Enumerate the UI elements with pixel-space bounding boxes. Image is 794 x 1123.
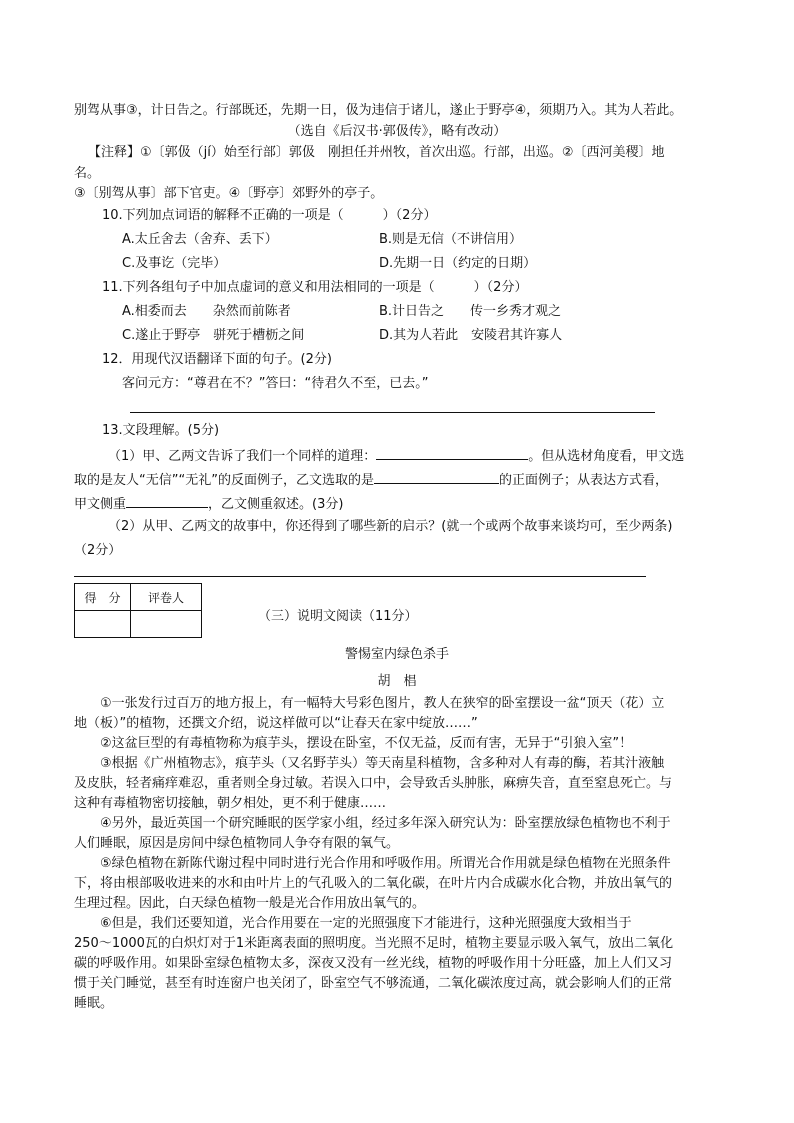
article-line: ④另外，最近英国一个研究睡眠的医学家小组，经过多年深入研究认为：卧室摆放绿色植物也不利于 — [74, 816, 671, 831]
article-line: 人们睡眠，原因是房间中绿色植物同人争夺有限的氧气。 — [74, 836, 400, 851]
question-13-part2-score: （2分） — [74, 543, 122, 558]
article-line: 下，将由根部吸收进来的水和由叶片上的气孔吸入的二氧化碳，在叶片内合成碳水化合物，并放出氧气的 — [74, 876, 673, 891]
article-line: ②这盆巨型的有毒植物称为痕芋头，摆设在卧室，不仅无益，反而有害，无异于“引狼入室”！ — [74, 736, 633, 751]
question-10-option-b: B.则是无信（不讲信用） — [379, 232, 523, 247]
question-13-text: （1）甲、乙两文告诉了我们一个同样的道理： — [108, 449, 377, 464]
answer-blank[interactable] — [126, 493, 208, 508]
article-line: 生理过程。因此，白天绿色植物一般是光合作用放出氧气的。 — [74, 896, 426, 911]
score-label: 得 分 — [75, 584, 131, 611]
question-13-stem: 13.文段理解。(5分) — [102, 423, 220, 438]
question-10-stem: 10.下列加点词语的解释不正确的一项是（ ）（2分） — [102, 208, 437, 223]
question-13-text: 甲文侧重 — [74, 497, 127, 512]
question-11-option-d: D.其为人若此 安陵君其许寡人 — [379, 328, 563, 343]
article-line: 睡眠。 — [74, 996, 114, 1011]
question-13-text: 取的是友人“无信”“无礼”的反面例子，乙文选取的是 — [74, 473, 374, 488]
article-title: 警惕室内绿色杀手 — [344, 647, 449, 662]
article-author: 胡 椙 — [377, 674, 417, 689]
answer-blank[interactable] — [376, 445, 528, 460]
article-line: ⑤绿色植物在新陈代谢过程中同时进行光合作用和呼吸作用。所谓光合作用就是绿色植物在光照条件 — [74, 856, 671, 871]
passage-source: （选自《后汉书·郭伋传》，略有改动） — [287, 124, 507, 139]
answer-blank[interactable] — [374, 469, 499, 484]
article-line: ③根据《广州植物志》，痕芋头（又名野芋头）等天南星科植物，含多种对人有毒的酶，若其汁液触 — [74, 756, 665, 771]
reviewer-label: 评卷人 — [131, 584, 202, 611]
notes-line: 名。 — [74, 166, 101, 181]
article-line: 碳的呼吸作用。如果卧室绿色植物太多，深夜又没有一丝光线，植物的呼吸作用十分旺盛，加上人们又习 — [74, 956, 673, 971]
question-13-part2: （2）从甲、乙两文的故事中，你还得到了哪些新的启示？(就一个或两个故事来谈均可，至少两条) — [108, 519, 673, 534]
section-heading: （三）说明文阅读（11分） — [258, 609, 418, 624]
reviewer-cell[interactable] — [131, 611, 202, 638]
notes-line: 【注释】①〔郭伋（jí）始至行部〕郭伋 刚担任并州牧，首次出巡。行部，出巡。②〔西河美稷〕地 — [88, 145, 665, 160]
question-13-text: 。但从选材角度看，甲文选 — [528, 449, 685, 464]
question-13-text: ，乙文侧重叙述。(3分) — [208, 497, 344, 512]
answer-line[interactable] — [130, 412, 655, 413]
passage-line: 别驾从事③，计日告之。行部既还，先期一日，伋为违信于诸儿，遂止于野亭④，须期乃入。其为人若此。 — [74, 103, 683, 118]
question-12-stem: 12．用现代汉语翻译下面的句子。(2分) — [102, 352, 332, 367]
article-line: ①一张发行过百万的地方报上，有一幅特大号彩色图片，教人在狭窄的卧室摆设一盆“顶天（花）立 — [74, 696, 665, 711]
question-10-option-a: A.太丘舍去（舍弃、丢下） — [122, 232, 278, 247]
article-line: 这种有毒植物密切接触，朝夕相处，更不利于健康…… — [74, 796, 387, 811]
question-11-stem: 11.下列各组句子中加点虚词的意义和用法相同的一项是（ ）（2分） — [102, 280, 528, 295]
question-11-option-a: A.相委而去 杂然而前陈者 — [122, 304, 291, 319]
question-13-part1-line — [74, 493, 343, 515]
answer-line[interactable] — [74, 576, 646, 577]
score-table — [74, 583, 202, 638]
question-12-sentence: 客问元方：“尊君在不？”答曰：“待君久不至，已去。” — [122, 376, 429, 391]
question-11-option-b: B.计日告之 传一乡秀才观之 — [379, 304, 562, 319]
question-10-option-c: C.及事讫（完毕） — [122, 256, 227, 271]
score-cell[interactable] — [75, 611, 131, 638]
article-line: 及皮肤，轻者痛痒难忍，重者则全身过敏。若误入口中，会导致舌头肿胀，麻痹失音，直至窒息死亡。与 — [74, 776, 673, 791]
question-13-part1-line — [74, 469, 668, 491]
article-line: 地（板）”的植物，还撰文介绍，说这样做可以“让春天在家中绽放……” — [74, 716, 478, 731]
question-10-option-d: D.先期一日（约定的日期） — [379, 256, 537, 271]
article-line: 250～1000瓦的白炽灯对于1米距离表面的照明度。当光照不足时，植物主要显示吸入氧气，放出二氧化 — [74, 936, 674, 951]
question-11-option-c: C.遂止于野亭 骈死于槽枥之间 — [122, 328, 305, 343]
question-13-text: 的正面例子；从表达方式看， — [498, 473, 668, 488]
article-line: 惯于关门睡觉，甚至有时连窗户也关闭了，卧室空气不够流通，二氧化碳浓度过高，就会影响人们的正常 — [74, 976, 673, 991]
article-line: ⑥但是，我们还要知道，光合作用要在一定的光照强度下才能进行，这种光照强度大致相当于 — [74, 916, 632, 931]
question-13-part1-line — [108, 445, 684, 467]
notes-line: ③〔别驾从事〕部下官吏。④〔野亭〕郊野外的亭子。 — [74, 186, 384, 201]
